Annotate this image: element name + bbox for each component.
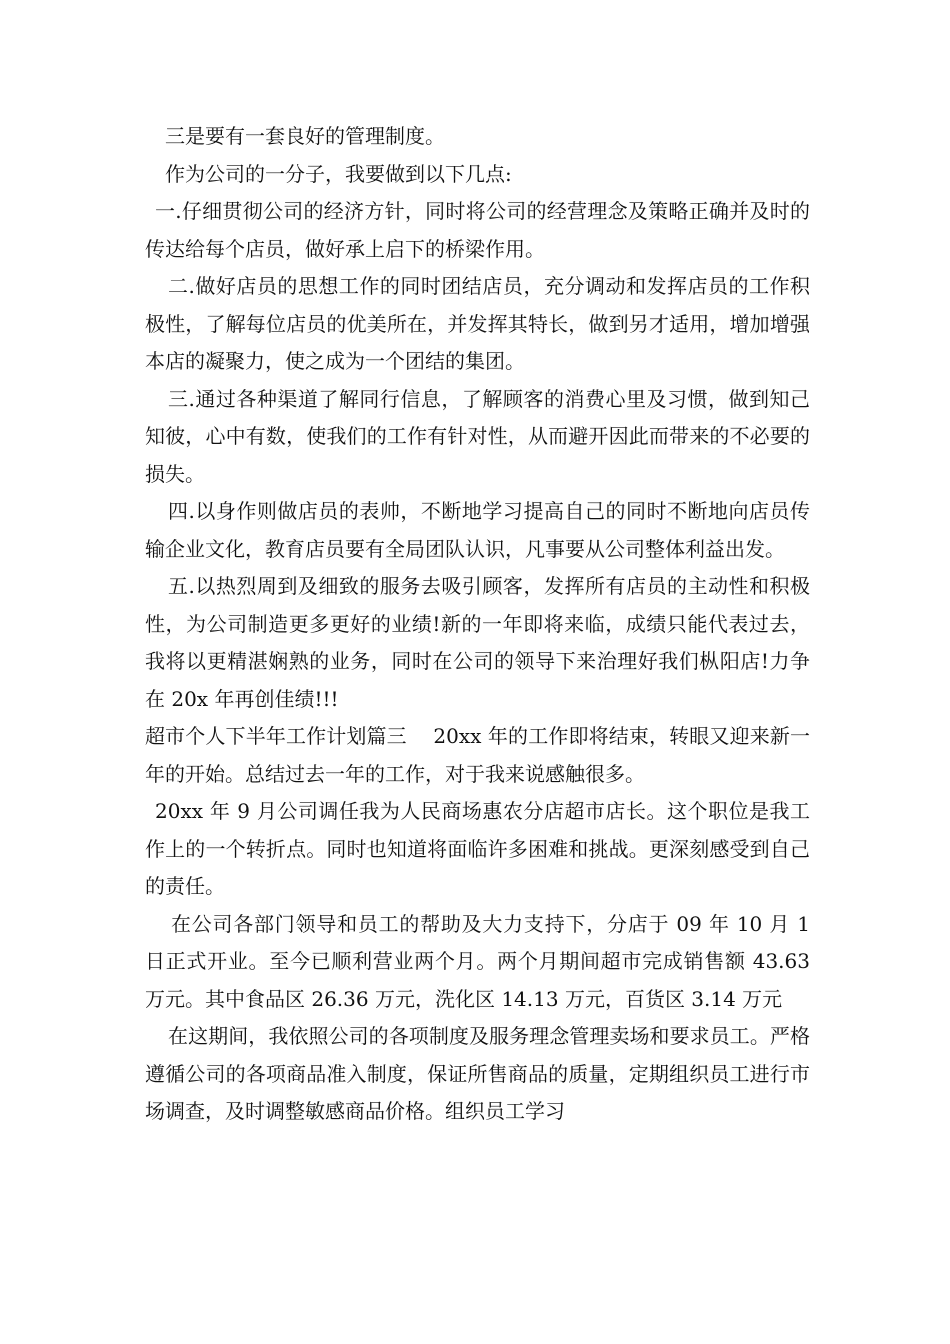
paragraph-point-one: 一.仔细贯彻公司的经济方针，同时将公司的经营理念及策略正确并及时的传达给每个店员，做好承上启下的桥梁作用。 — [145, 199, 810, 261]
paragraph-section-three-heading: 超市个人下半年工作计划篇三 20xx 年的工作即将结束，转眼又迎来新一年的开始。总结过去一年的工作，对于我来说感触很多。 — [145, 724, 810, 786]
paragraph-appointment: 20xx 年 9 月公司调任我为人民商场惠农分店超市店长。这个职位是我工作上的一个转折点。同时也知道将面临许多困难和挑战。更深刻感受到自己的责任。 — [145, 799, 810, 898]
paragraph-point-two: 二.做好店员的思想工作的同时团结店员，充分调动和发挥店员的工作积极性，了解每位店员的优美所在，并发挥其特长，做到另才适用，增加增强本店的凝聚力，使之成为一个团结的集团。 — [145, 274, 810, 373]
paragraph-point-four: 四.以身作则做店员的表帅，不断地学习提高自己的同时不断地向店员传输企业文化，教育店员要有全局团队认识，凡事要从公司整体利益出发。 — [145, 499, 810, 561]
paragraph-sales-figures: 在公司各部门领导和员工的帮助及大力支持下，分店于 09 年 10 月 1 日正式开业。至今已顺利营业两个月。两个月期间超市完成销售额 43.63 万元。其中食品区 26.36 万元，洗化区 14.13 万元，百货区 3.14 万元 — [145, 911, 817, 1011]
paragraph-point-three: 三.通过各种渠道了解同行信息，了解顾客的消费心里及习惯，做到知己知彼，心中有数，使我们的工作有针对性，从而避开因此而带来的不必要的损失。 — [145, 386, 810, 486]
document-body — [145, 118, 817, 1131]
paragraph-management-practice: 在这期间，我依照公司的各项制度及服务理念管理卖场和要求员工。严格遵循公司的各项商品准入制度，保证所售商品的质量，定期组织员工进行市场调查，及时调整敏感商品价格。组织员工学习 — [145, 1024, 810, 1123]
paragraph-management-system: 三是要有一套良好的管理制度。 — [165, 124, 445, 148]
paragraph-intro-points: 作为公司的一分子，我要做到以下几点: — [165, 161, 512, 186]
paragraph-point-five: 五.以热烈周到及细致的服务去吸引顾客，发挥所有店员的主动性和积极性，为公司制造更多更好的业绩!新的一年即将来临，成绩只能代表过去，我将以更精湛娴熟的业务，同时在公司的领导下来治理好我们枞阳店!力争在 20x 年再创佳绩!!! — [145, 574, 810, 711]
